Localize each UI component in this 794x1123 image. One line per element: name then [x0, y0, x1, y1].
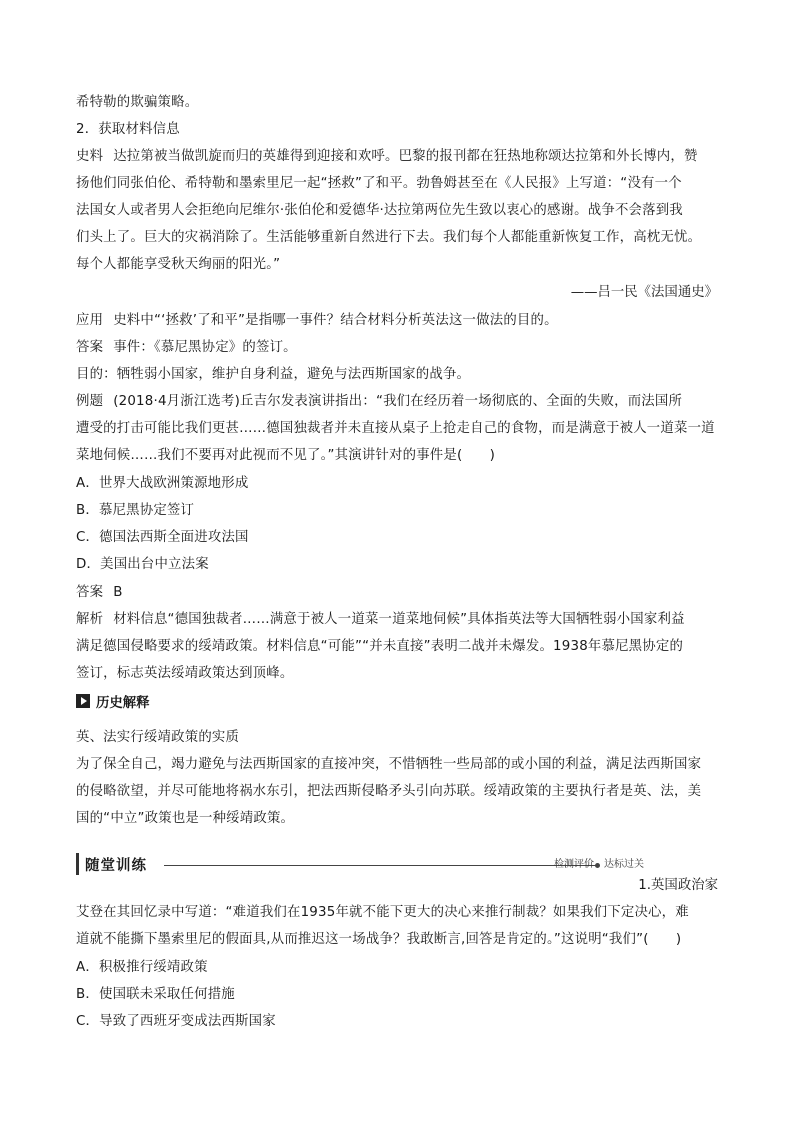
analysis-line: 解析 材料信息“德国独裁者……满意于被人一道菜一道菜地伺候”具体指英法等大国牺牲弱小国家利益	[76, 607, 685, 633]
history-explanation-title: 历史解释	[96, 695, 150, 711]
analysis-line: 签订，标志英法绥靖政策达到顶峰。	[76, 666, 294, 681]
header-rule	[164, 865, 596, 866]
text-line: 希特勒的欺骗策略。	[76, 95, 199, 110]
option-a: A．世界大战欧洲策源地形成	[76, 476, 249, 491]
option-a: A．积极推行绥靖政策	[76, 960, 208, 975]
application-tag: 应用	[76, 313, 104, 328]
source-paragraph-line: 史料 达拉第被当做凯旋而归的英雄得到迎接和欢呼。巴黎的报刊都在狂热地称颂达拉第和外长博内，赞	[76, 144, 698, 170]
history-paragraph-line: 国的“中立”政策也是一种绥靖政策。	[76, 811, 295, 826]
question-1-head: 1.英国政治家	[638, 878, 718, 893]
answer-line: 答案 B	[76, 580, 123, 606]
source-paragraph-line: 每个人都能享受秋天绚丽的阳光。”	[76, 257, 281, 272]
answer-line: 答案 事件：《慕尼黑协定》的签订。	[76, 335, 297, 361]
source-paragraph-line: 法国女人或者男人会拒绝向尼维尔·张伯伦和爱德华·达拉第两位先生致以衷心的感谢。战争不会落到我	[76, 203, 683, 218]
history-explanation-heading	[76, 690, 150, 712]
option-b: B．慕尼黑协定签订	[76, 503, 195, 518]
application-question: 应用 史料中“‘拯救’了和平”是指哪一事件？结合材料分析英法这一做法的目的。	[76, 308, 558, 334]
option-b: B．使国联未采取任何措施	[76, 987, 235, 1002]
section-marker	[76, 853, 79, 875]
source-citation: ——吕一民《法国通史》	[570, 285, 718, 300]
answer-tag: 答案	[76, 585, 104, 600]
history-subtitle: 英、法实行绥靖政策的实质	[76, 730, 240, 745]
example-tag: 例题	[76, 394, 104, 409]
option-d: D．美国出台中立法案	[76, 557, 209, 572]
example-question-line: 菜地伺候……我们不要再对此视而不见了。”其演讲针对的事件是( )	[76, 448, 496, 463]
training-title: 随堂训练	[85, 858, 147, 874]
example-question-line: 例题 (2018·4月浙江选考)丘吉尔发表演讲指出：“我们在经历着一场彻底的、全面的失败，而法国所	[76, 389, 682, 415]
option-c: C．导致了西班牙变成法西斯国家	[76, 1014, 276, 1029]
purpose-line: 目的：牺牲弱小国家，维护自身利益，避免与法西斯国家的战争。	[76, 367, 471, 382]
training-section-header	[76, 853, 718, 877]
option-c: C．德国法西斯全面进攻法国	[76, 530, 249, 545]
answer-tag: 答案	[76, 340, 104, 355]
section-heading: 2．获取材料信息	[76, 122, 180, 137]
history-paragraph-line: 的侵略欲望，并尽可能地将祸水东引，把法西斯侵略矛头引向苏联。绥靖政策的主要执行者是英、法，美	[76, 784, 702, 799]
play-triangle-icon	[76, 694, 90, 708]
source-paragraph-line: 们头上了。巨大的灾祸消除了。生活能够重新自然进行下去。我们每个人都能重新恢复工作，高枕无忧。	[76, 230, 702, 245]
analysis-line: 满足德国侵略要求的绥靖政策。材料信息“可能”“并未直接”表明二战并未爆发。1938年慕尼黑协定的	[76, 639, 684, 654]
question-1-line: 艾登在其回忆录中写道：“难道我们在1935年就不能下更大的决心来推行制裁？如果我们下定决心，难	[76, 905, 689, 920]
source-tag: 史料	[76, 149, 104, 164]
question-1-line: 道就不能撕下墨索里尼的假面具,从而推迟这一场战争？我敢断言,回答是肯定的。”这说明“我们”( )	[76, 932, 682, 947]
example-question-line: 遭受的打击可能比我们更甚……德国独裁者并未直接从桌子上抢走自己的食物，而是满意于被人一道菜一道	[76, 421, 715, 436]
analysis-tag: 解析	[76, 612, 104, 627]
source-paragraph-line: 扬他们同张伯伦、希特勒和墨索里尼一起“拯救”了和平。勃鲁姆甚至在《人民报》上写道：“没有一个	[76, 176, 682, 191]
training-subtitle: 检测评价 达标过关	[554, 859, 644, 870]
history-paragraph-line: 为了保全自己，竭力避免与法西斯国家的直接冲突，不惜牺牲一些局部的或小国的利益，满足法西斯国家	[76, 757, 702, 772]
